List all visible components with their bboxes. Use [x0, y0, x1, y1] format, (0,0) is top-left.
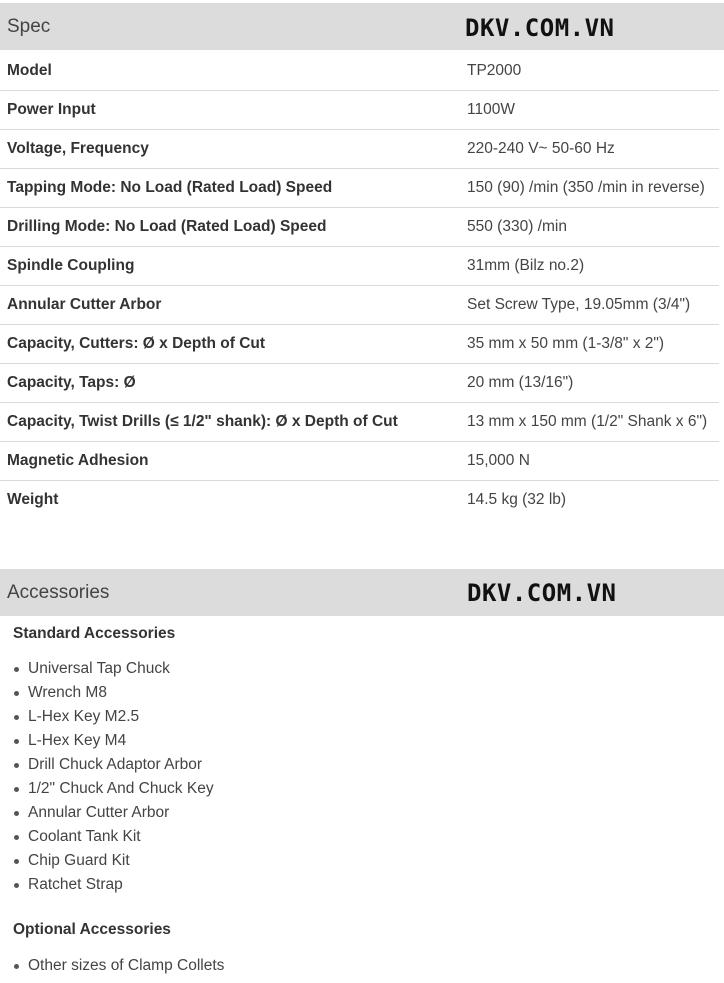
list-item: Drill Chuck Adaptor Arbor: [0, 753, 214, 777]
spec-row-drilling-speed: [0, 208, 719, 247]
spec-label: Spindle Coupling: [7, 257, 135, 274]
accessories-watermark: DKV.COM.VN: [467, 579, 617, 607]
list-item: L-Hex Key M4: [0, 729, 214, 753]
optional-accessories-list: [0, 954, 224, 978]
list-item: 1/2" Chuck And Chuck Key: [0, 777, 214, 801]
bullet-dot-icon: [14, 835, 19, 840]
spec-label: Power Input: [7, 101, 96, 118]
spec-label: Capacity, Taps: Ø: [7, 374, 136, 391]
bullet-dot-icon: [14, 811, 19, 816]
spec-row-tapping-speed: [0, 169, 719, 208]
spec-value: 220-240 V~ 50-60 Hz: [467, 140, 615, 157]
spec-title: Spec: [7, 16, 51, 37]
bullet-dot-icon: [14, 787, 19, 792]
optional-accessories-heading: Optional Accessories: [13, 921, 171, 938]
spec-value: 1100W: [467, 101, 515, 118]
spec-label: Capacity, Cutters: Ø x Depth of Cut: [7, 335, 266, 352]
spec-label: Drilling Mode: No Load (Rated Load) Speed: [7, 218, 327, 235]
spec-label: Model: [7, 62, 52, 79]
spec-row-capacity-taps: [0, 364, 719, 403]
spec-row-model: [0, 52, 719, 91]
bullet-dot-icon: [14, 667, 19, 672]
spec-row-annular-cutter-arbor: [0, 286, 719, 325]
spec-value: 14.5 kg (32 lb): [467, 491, 567, 508]
spec-label: Voltage, Frequency: [7, 140, 149, 157]
spec-value: TP2000: [467, 62, 522, 79]
bullet-dot-icon: [14, 964, 19, 969]
spec-label: Annular Cutter Arbor: [7, 296, 162, 313]
spec-value: 15,000 N: [467, 452, 530, 469]
spec-label: Capacity, Twist Drills (≤ 1/2" shank): Ø x Depth of Cut: [7, 413, 398, 430]
bullet-dot-icon: [14, 739, 19, 744]
bullet-dot-icon: [14, 691, 19, 696]
spec-value: Set Screw Type, 19.05mm (3/4"): [467, 296, 691, 313]
spec-section-header: [0, 3, 724, 50]
spec-row-power-input: [0, 91, 719, 130]
spec-label: Magnetic Adhesion: [7, 452, 149, 469]
accessories-title: Accessories: [7, 582, 110, 603]
list-item: Coolant Tank Kit: [0, 825, 214, 849]
spec-value: 20 mm (13/16"): [467, 374, 574, 391]
spec-value: 31mm (Bilz no.2): [467, 257, 585, 274]
list-item: Universal Tap Chuck: [0, 657, 214, 681]
standard-accessories-list: [0, 657, 214, 897]
spec-table: [0, 52, 724, 519]
bullet-dot-icon: [14, 859, 19, 864]
bullet-dot-icon: [14, 763, 19, 768]
spec-row-capacity-cutters: [0, 325, 719, 364]
spec-value: 13 mm x 150 mm (1/2" Shank x 6"): [467, 413, 708, 430]
spec-value: 550 (330) /min: [467, 218, 567, 235]
list-item: Annular Cutter Arbor: [0, 801, 214, 825]
spec-watermark: DKV.COM.VN: [465, 14, 615, 42]
standard-accessories-heading: Standard Accessories: [13, 625, 176, 642]
spec-value: 150 (90) /min (350 /min in reverse): [467, 179, 705, 196]
list-item: Ratchet Strap: [0, 873, 214, 897]
list-item: L-Hex Key M2.5: [0, 705, 214, 729]
spec-row-voltage-frequency: [0, 130, 719, 169]
list-item: Chip Guard Kit: [0, 849, 214, 873]
spec-label: Weight: [7, 491, 59, 508]
spec-row-spindle-coupling: [0, 247, 719, 286]
list-item: Wrench M8: [0, 681, 214, 705]
spec-value: 35 mm x 50 mm (1-3/8" x 2"): [467, 335, 665, 352]
spec-row-magnetic-adhesion: [0, 442, 719, 481]
accessories-section-header: [0, 569, 724, 616]
spec-label: Tapping Mode: No Load (Rated Load) Speed: [7, 179, 333, 196]
spec-row-weight: [0, 481, 719, 519]
bullet-dot-icon: [14, 715, 19, 720]
spec-row-capacity-twist-drills: [0, 403, 719, 442]
list-item: Other sizes of Clamp Collets: [0, 954, 224, 978]
bullet-dot-icon: [14, 883, 19, 888]
